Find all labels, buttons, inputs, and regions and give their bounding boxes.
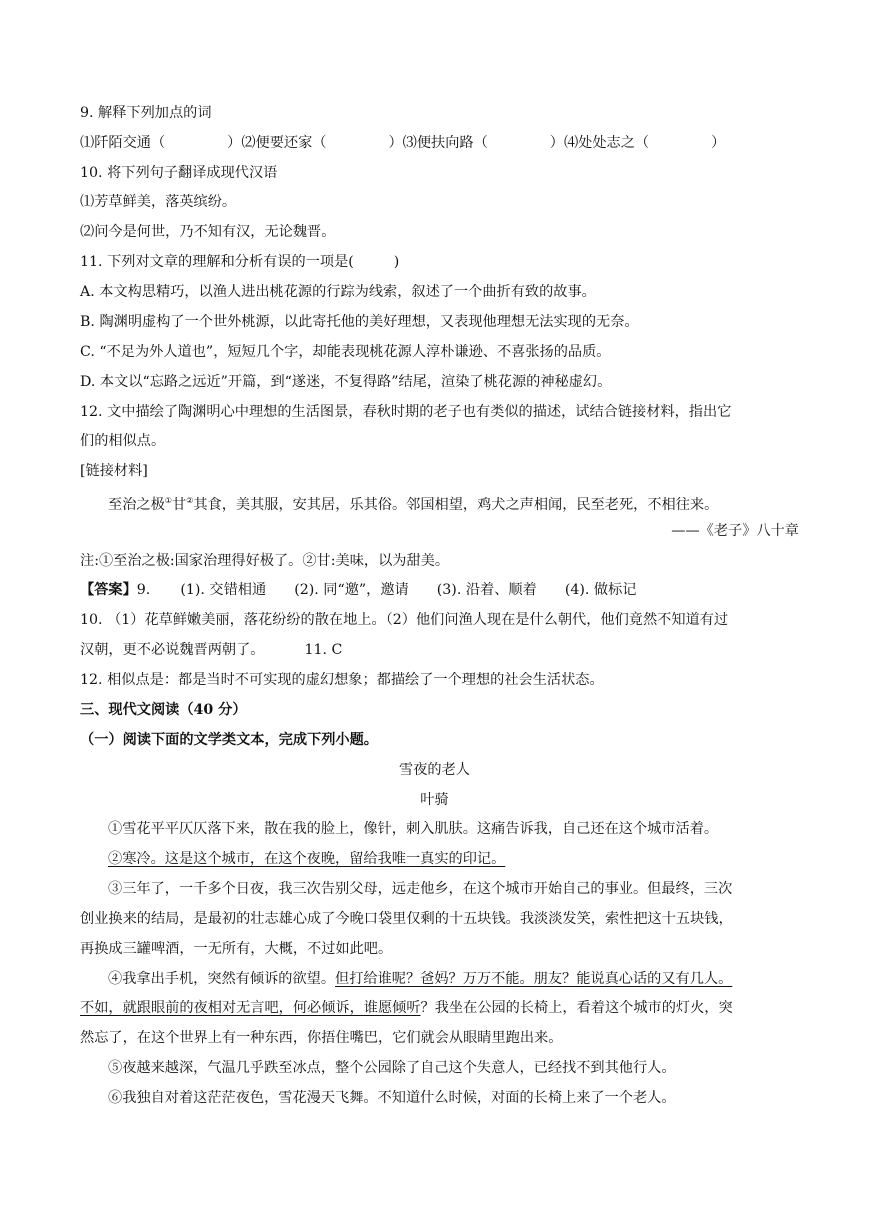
q10-title: 10. 将下列句子翻译成现代汉语 [80, 165, 278, 181]
section-heading: 三、现代文阅读（40 分） [80, 702, 247, 718]
answer-label: 【答案】 [80, 582, 137, 598]
answer-q9-number: 9. [136, 582, 151, 598]
q11-option-c: C. “不足为外人道也”，短短几个字，却能表现桃花源人淳朴谦逊、不喜张扬的品质。 [80, 344, 611, 360]
story-title: 雪夜的老人 [399, 762, 470, 778]
paragraph-1: ①雪花平平仄仄落下来，散在我的脸上，像针，刺入肌肤。这痛告诉我，自己还在这个城市活着。 [108, 821, 719, 837]
q12-line-2: 们的相似点。 [80, 433, 166, 449]
paragraph-2-underlined: ②寒冷。这是这个城市，在这个夜晚，留给我唯一真实的印记。 [108, 851, 506, 867]
material-part-3: 其食，美其服，安其居，乐其俗。邻国相望，鸡犬之声相闻，民至老死，不相往来。 [193, 497, 719, 513]
paragraph-5: ⑤夜越来越深，气温几乎跌至冰点，整个公园除了自己这个失意人，已经找不到其他行人。 [108, 1060, 676, 1076]
paragraph-3-line-3: 再换成三罐啤酒，一无所有，大概，不过如此吧。 [80, 941, 393, 957]
answer-q9-1: (1). 交错相通 [180, 582, 267, 598]
material-note: 注:①至治之极:国家治理得好极了。②甘:美味，以为甜美。 [80, 553, 450, 569]
material-part-2: 甘 [171, 497, 187, 513]
answer-q9-3: (3). 沿着、顺着 [436, 582, 537, 598]
paragraph-4-underlined-1: 但打给谁呢？爸妈？万万不能。朋友？能说真心话的又有几人。 [335, 971, 733, 987]
q12-line-1: 12. 文中描绘了陶渊明心中理想的生活图景，春秋时期的老子也有类似的描述，试结合链接材料，指出它 [80, 404, 732, 420]
q10-sentence-1: ⑴芳草鲜美，落英缤纷。 [80, 194, 237, 210]
answer-q10-line-1: 10. （1）花草鲜嫩美丽，落花纷纷的散在地上。（2）他们问渔人现在是什么朝代，他们竟然不知道有过 [80, 612, 729, 628]
material-part-1: 至治之极 [108, 497, 165, 513]
answer-q10-line-2-text: 汉朝，更不必说魏晋两朝了。 [80, 642, 265, 658]
q11-option-a: A. 本文构思精巧，以渔人进出桃花源的行踪为线索，叙述了一个曲折有致的故事。 [80, 284, 596, 300]
answer-q9-4: (4). 做标记 [564, 582, 637, 598]
story-author: 叶骑 [420, 792, 449, 808]
paragraph-4-line-1 [80, 969, 799, 989]
q11-title [80, 252, 799, 272]
paragraph-4-lead: ④我拿出手机，突然有倾诉的欲望。 [108, 971, 336, 987]
q10-sentence-2: ⑵问今是何世，乃不知有汉，无论魏晋。 [80, 224, 336, 240]
q9-item-2: ）⑵便要还家（ [227, 135, 327, 151]
q9-items [80, 133, 799, 153]
footnote-mark-1: ① [164, 496, 172, 505]
answer-q10-line-2 [80, 640, 799, 660]
answer-q12: 12. 相似点是：都是当时不可实现的虚幻想象；都描绘了一个理想的社会生活状态。 [80, 672, 604, 688]
paragraph-2 [80, 849, 799, 869]
q11-option-d: D. 本文以“忘路之远近”开篇，到“遂迷，不复得路”结尾，渲染了桃花源的神秘虚幻。 [80, 374, 612, 390]
paragraph-4-tail: ？我坐在公园的长椅上，看着这个城市的灯火，突 [420, 1000, 733, 1016]
footnote-mark-2: ② [186, 496, 194, 505]
paragraph-6: ⑥我独自对着这茫茫夜色，雪花漫天飞舞。不知道什么时候，对面的长椅上来了一个老人。 [108, 1090, 676, 1106]
q9-item-end: ） [711, 135, 726, 151]
q9-item-3: ）⑶便扶向路（ [388, 135, 488, 151]
link-material-text [80, 491, 799, 511]
q11-title-text: 11. 下列对文章的理解和分析有误的一项是( [80, 254, 354, 270]
material-source: ——《老子》八十章 [671, 523, 799, 539]
answer-line-1 [80, 580, 799, 600]
paragraph-4-line-3: 然忘了，在这个世界上有一种东西，你捂住嘴巴，它们就会从眼睛里跑出来。 [80, 1030, 563, 1046]
answer-q9-2: (2). 同“邀”，邀请 [294, 582, 409, 598]
answer-q11: 11. C [304, 642, 343, 658]
q9-title: 9. 解释下列加点的词 [80, 105, 212, 121]
q11-option-b: B. 陶渊明虚构了一个世外桃源，以此寄托他的美好理想，又表现他理想无法实现的无奈。 [80, 314, 639, 330]
paragraph-4-line-2 [80, 998, 799, 1018]
paragraph-3-line-2: 创业换来的结局，是最初的壮志雄心成了今晚口袋里仅剩的十五块钱。我淡淡发笑，索性把这十五块钱， [80, 911, 733, 927]
q9-item-4: ）⑷处处志之（ [549, 135, 650, 151]
q9-item-1: ⑴阡陌交通（ [80, 135, 166, 151]
q11-title-end: ) [393, 254, 400, 270]
paragraph-3-line-1: ③三年了，一千多个日夜，我三次告别父母，远走他乡，在这个城市开始自己的事业。但最终，三次 [108, 881, 733, 897]
paragraph-4-underlined-2: 不如，就跟眼前的夜相对无言吧，何必倾诉，谁愿倾听 [80, 1000, 421, 1016]
link-material-label: [链接材料] [80, 463, 148, 479]
section-subheading: （一）阅读下面的文学类文本，完成下列小题。 [80, 732, 378, 748]
